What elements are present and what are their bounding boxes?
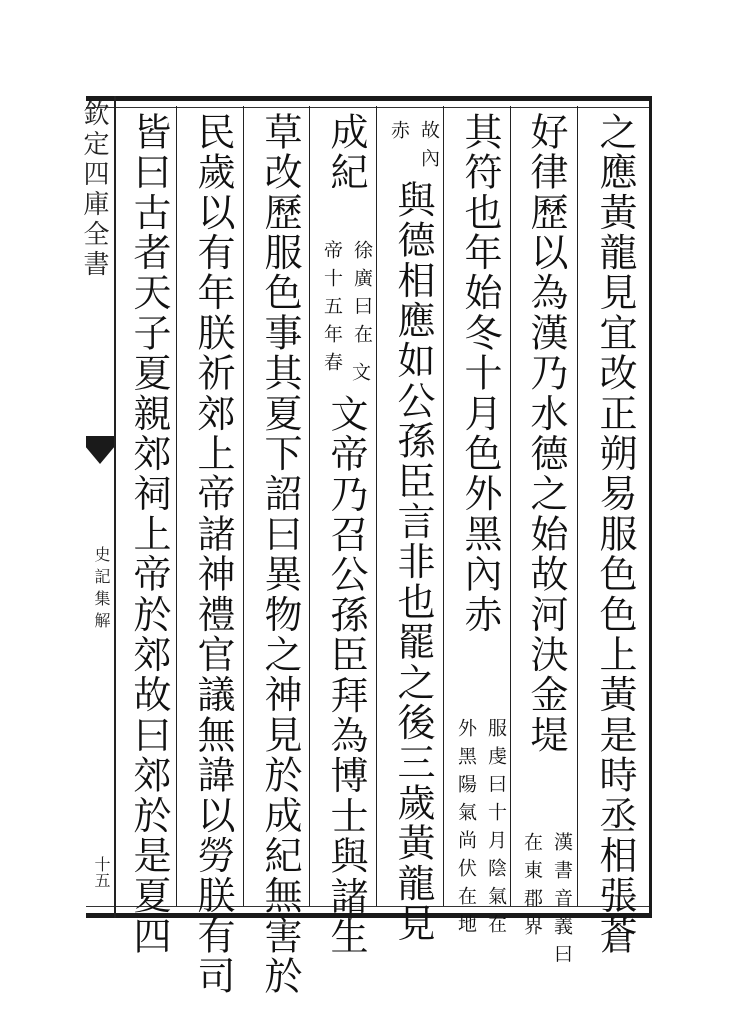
- column-4-notes: [386, 120, 442, 176]
- text-column-3: [449, 112, 511, 942]
- note-right: 徐廣曰在: [351, 240, 373, 352]
- text-column-1: 之應黃龍見宜改正朔易服色色上黃是時丞相張蒼: [593, 112, 637, 957]
- fishtail-mark: [86, 436, 114, 464]
- column-rule: [577, 106, 578, 906]
- column-4-main: 與德相應如公孫臣言非也罷之後三歲黃龍見: [391, 180, 435, 944]
- banxin-header: 欽定四庫全書: [79, 100, 109, 280]
- note-left: 赤: [388, 120, 410, 148]
- note-tail: 文: [349, 362, 371, 390]
- text-column-5: [315, 112, 377, 957]
- banxin-strip: [79, 96, 116, 918]
- text-column-7: 民歲以有年朕祈郊上帝諸神禮官議無諱以勞朕有司: [191, 112, 235, 997]
- text-column-4: [382, 112, 444, 944]
- note-right: 服虔曰十月陰氣在: [485, 718, 507, 942]
- note-left: 在東郡界: [521, 832, 543, 944]
- column-3-main: 其符也年始冬十月色外黑內赤: [458, 112, 502, 635]
- note-left: 帝十五年春: [321, 240, 343, 380]
- column-2-notes: [519, 832, 575, 972]
- note-left: 外黑陽氣尚伏在地: [455, 718, 477, 942]
- banxin-title: 史記集解: [92, 546, 111, 634]
- column-3-notes: [453, 718, 509, 942]
- text-column-6: 草改歷服色事其夏下詔曰異物之神見於成紀無害於: [258, 112, 302, 997]
- page-number: 十五: [92, 856, 111, 888]
- text-column-2: [515, 112, 577, 972]
- column-5-notes: [319, 240, 375, 380]
- column-2-main: 好律歷以為漢乃水德之始故河決金堤: [524, 112, 568, 756]
- note-right: 漢書音義曰: [551, 832, 573, 972]
- column-5-top: 成紀: [324, 112, 368, 193]
- note-right: 故內: [418, 120, 440, 176]
- column-5-main: 文帝乃召公孫臣拜為博士與諸生: [324, 394, 368, 957]
- text-column-8: 皆曰古者天子夏親郊祠上帝於郊故曰郊於是夏四: [127, 112, 171, 957]
